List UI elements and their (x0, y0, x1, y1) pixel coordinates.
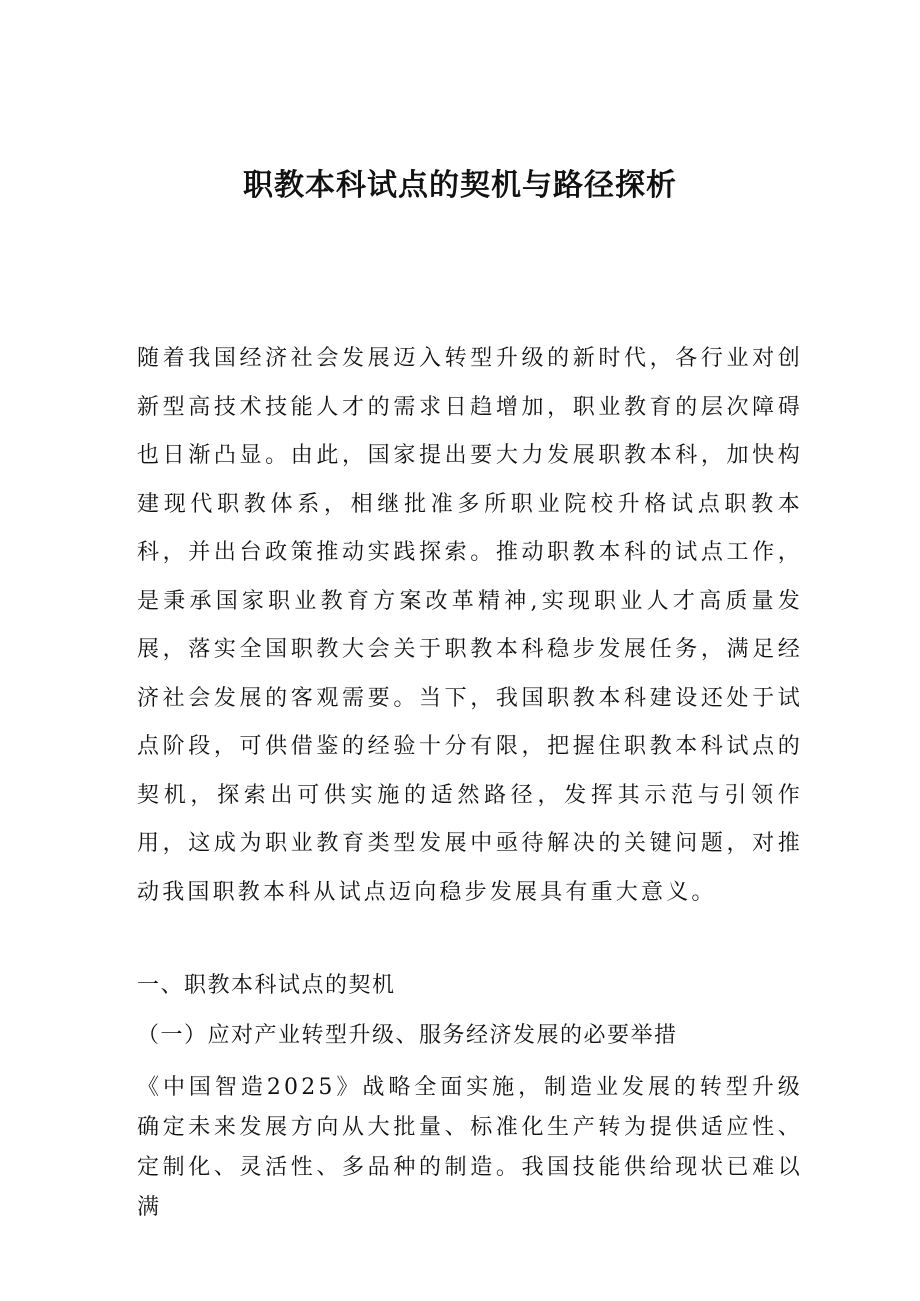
subsection-heading: （一）应对产业转型升级、服务经济发展的必要举措 (137, 1023, 678, 1048)
document-title: 职教本科试点的契机与路径探析 (243, 168, 677, 203)
section-heading: 一、职教本科试点的契机 (137, 973, 396, 998)
body-paragraph: 《中国智造2025》战略全面实施，制造业发展的转型升级确定未来发展方向从大批量、标准化生产转为提供适应性、定制化、灵活性、多品种的制造。我国技能供给现状已难以满 (137, 1075, 803, 1220)
intro-paragraph: 随着我国经济社会发展迈入转型升级的新时代，各行业对创新型高技术技能人才的需求日趋增加，职业教育的层次障碍也日渐凸显。由此，国家提出要大力发展职教本科，加快构建现代职教体系，相继批准多所职业院校升格试点职教本科，并出台政策推动实践探索。推动职教本科的试点工作，是秉承国家职业教育方案改革精神,实现职业人才高质量发展，落实全国职教大会关于职教本科稳步发展任务，满足经济社会发展的客观需要。当下，我国职教本科建设还处于试点阶段，可供借鉴的经验十分有限，把握住职教本科试点的契机，探索出可供实施的适然路径，发挥其示范与引领作用，这成为职业教育类型发展中亟待解决的关键问题，对推动我国职教本科从试点迈向稳步发展具有重大意义。 (137, 346, 803, 905)
